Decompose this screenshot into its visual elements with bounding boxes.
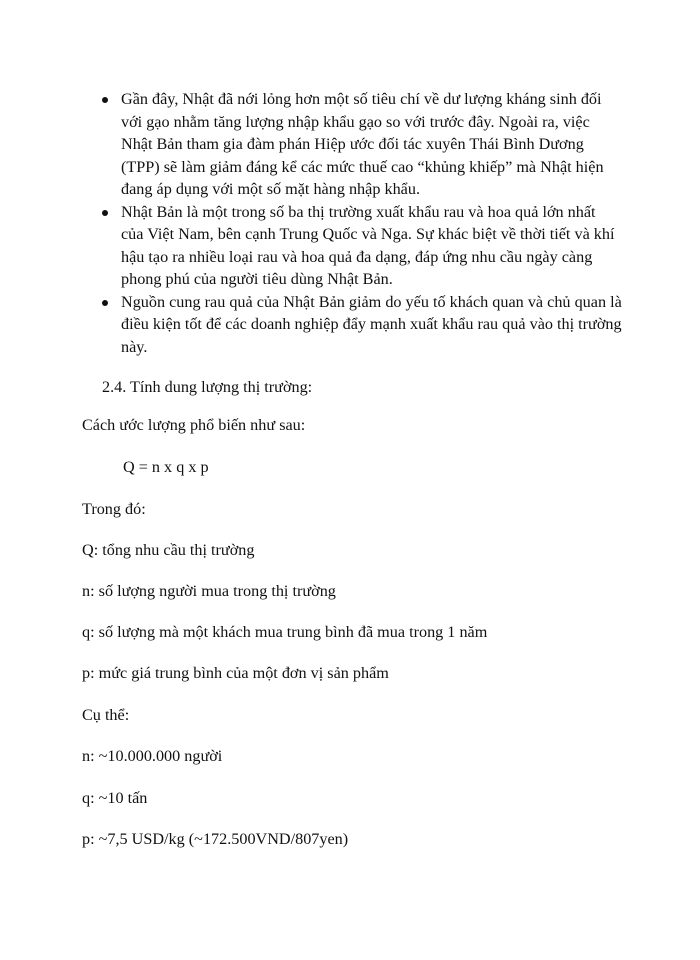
value-q: q: ~10 tấn bbox=[82, 789, 148, 807]
bullet-text: Nhật Bản là một trong số ba thị trường xuất khẩu rau và hoa quả lớn nhất của Việt Nam, bên cạnh Trung Quốc và Nga. Sự khác biệt về thời tiết và khí hậu tạo ra nhiều loại rau và hoa quả đa dạng, đáp ứng nhu cầu ngày càng phong phú của người tiêu dùng Nhật Bản. bbox=[121, 202, 615, 288]
where-label: Trong đó: bbox=[82, 500, 146, 518]
definition-q-quantity: q: số lượng mà một khách mua trung bình đã mua trong 1 năm bbox=[82, 623, 488, 641]
bullet-icon bbox=[102, 300, 108, 306]
bullet-text: Nguồn cung rau quả của Nhật Bản giảm do yếu tố khách quan và chủ quan là điều kiện tốt để các doanh nghiệp đẩy mạnh xuất khẩu rau quả vào thị trường này. bbox=[121, 292, 622, 356]
bullet-item bbox=[102, 201, 622, 291]
definition-n: n: số lượng người mua trong thị trường bbox=[82, 582, 336, 600]
bullet-icon bbox=[102, 97, 108, 103]
bullet-text: Gần đây, Nhật đã nới lỏng hơn một số tiêu chí về dư lượng kháng sinh đối với gạo nhằm tăng lượng nhập khẩu gạo so với trước đây. Ngoài ra, việc Nhật Bản tham gia đàm phán Hiệp ước đối tác xuyên Thái Bình Dương (TPP) sẽ làm giảm đáng kể các mức thuế cao “khủng khiếp” mà Nhật hiện đang áp dụng với một số mặt hàng nhập khẩu. bbox=[121, 90, 604, 198]
formula: Q = n x q x p bbox=[123, 458, 209, 476]
bullet-item bbox=[102, 88, 622, 201]
bullet-item bbox=[102, 291, 622, 359]
bullet-list bbox=[102, 88, 622, 358]
section-heading: 2.4. Tính dung lượng thị trường: bbox=[102, 378, 313, 396]
bullet-icon bbox=[102, 210, 108, 216]
specific-label: Cụ thể: bbox=[82, 706, 130, 724]
value-p: p: ~7,5 USD/kg (~172.500VND/807yen) bbox=[82, 830, 349, 848]
value-n: n: ~10.000.000 người bbox=[82, 747, 223, 765]
definition-p: p: mức giá trung bình của một đơn vị sản phẩm bbox=[82, 664, 389, 682]
intro-text: Cách ước lượng phổ biến như sau: bbox=[82, 416, 306, 434]
definition-q-total: Q: tổng nhu cầu thị trường bbox=[82, 541, 255, 559]
